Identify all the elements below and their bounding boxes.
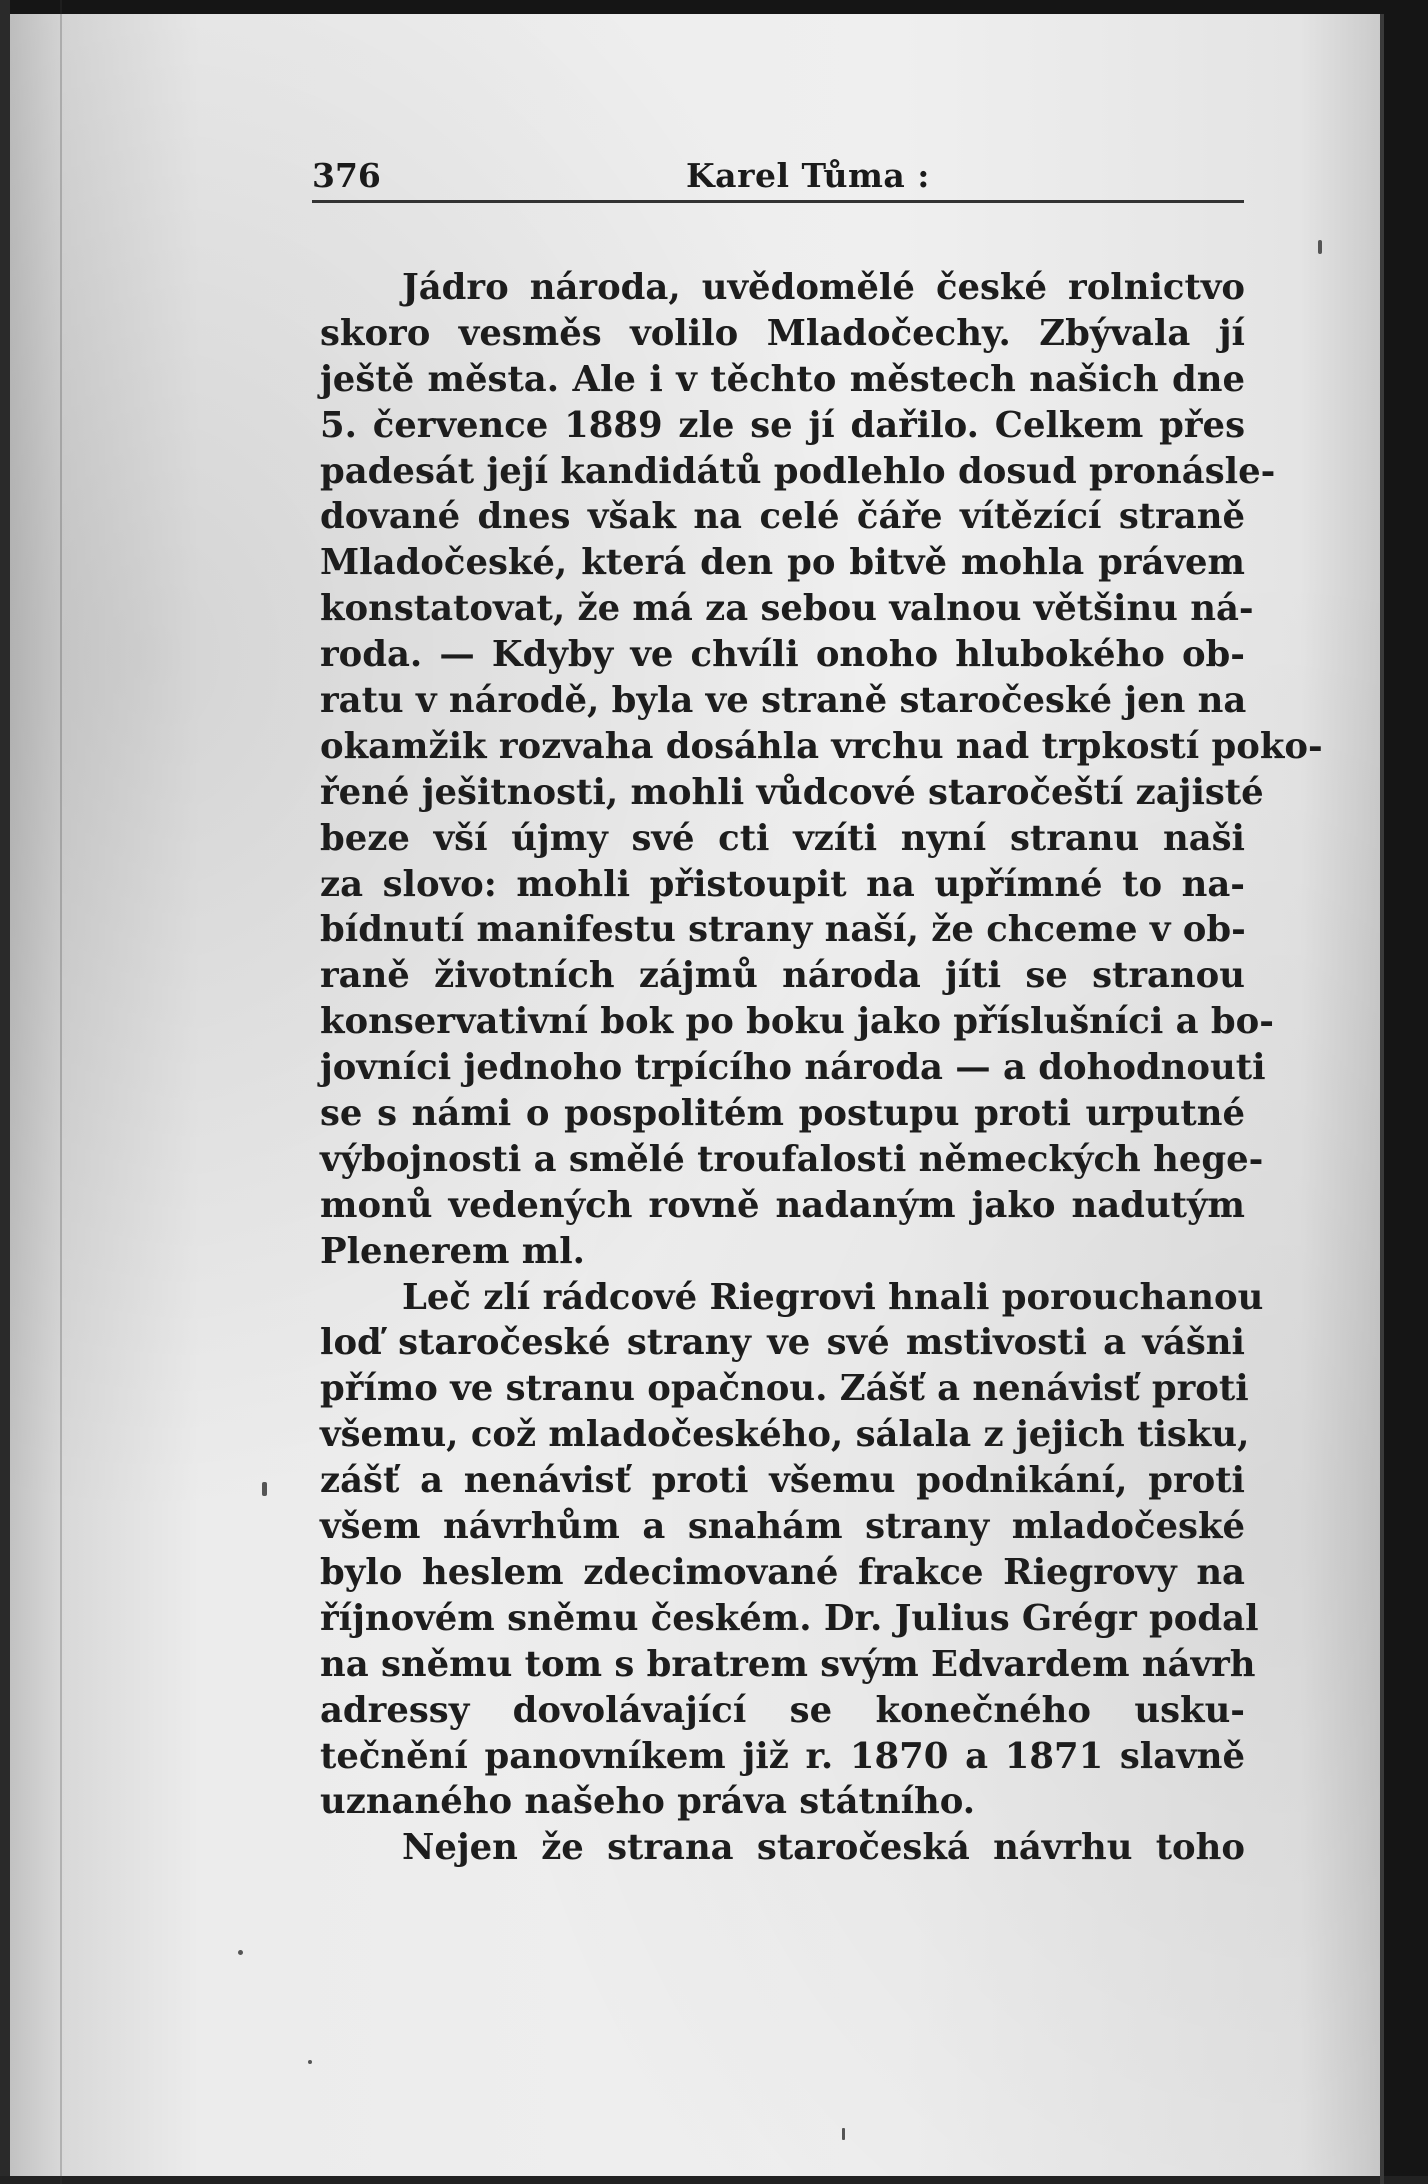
paragraph xyxy=(320,265,1323,1275)
text-line: adressy dovolávající se konečného usku- xyxy=(320,1689,1245,1731)
text-line: přímo ve stranu opačnou. Zášť a nenávisť proti xyxy=(320,1368,1249,1410)
scan-border-left xyxy=(0,0,10,2184)
paragraph xyxy=(320,1825,1245,1871)
scan-speck xyxy=(1318,240,1322,254)
text-line: říjnovém sněmu českém. Dr. Julius Grégr podal xyxy=(320,1597,1259,1639)
text-line: bylo heslem zdecimované frakce Riegrovy na xyxy=(320,1551,1245,1593)
scan-speck xyxy=(262,1482,267,1496)
text-line: Nejen že strana staročeská návrhu toho xyxy=(402,1827,1245,1869)
text-line: loď staročeské strany ve své mstivosti a vášni xyxy=(320,1322,1245,1364)
text-line: dované dnes však na celé čáře vítězící straně xyxy=(320,496,1245,538)
text-line: ratu v národě, byla ve straně staročeské jen na xyxy=(320,680,1247,722)
text-line: za slovo: mohli přistoupit na upřímné to na- xyxy=(320,863,1245,905)
text-line: všem návrhům a snahám strany mladočeské xyxy=(320,1506,1245,1548)
text-line: Jádro národa, uvědomělé české rolnictvo xyxy=(402,267,1245,308)
binding-fold xyxy=(60,0,62,2184)
text-line: všemu, což mladočeského, sálala z jejich tisku, xyxy=(320,1414,1250,1456)
text-line: 5. července 1889 zle se jí dařilo. Celkem přes xyxy=(320,404,1245,446)
running-header xyxy=(312,156,1244,202)
text-line: okamžik rozvaha dosáhla vrchu nad trpkostí poko- xyxy=(320,725,1323,767)
text-line: řené ješitnosti, mohli vůdcové staročeští zajisté xyxy=(320,771,1264,813)
text-line: zášť a nenávisť proti všemu podnikání, proti xyxy=(320,1460,1245,1502)
text-line: Leč zlí rádcové Riegrovi hnali porouchanou xyxy=(402,1276,1264,1318)
page-edge-rule xyxy=(1380,14,1384,2184)
text-line: konstatovat, že má za sebou valnou většinu ná- xyxy=(320,588,1254,630)
text-line: ještě města. Ale i v těchto městech našich dne xyxy=(320,358,1245,400)
scan-border-top xyxy=(0,0,1428,14)
text-line: se s námi o pospolitém postupu proti urputné xyxy=(320,1093,1245,1135)
text-line: monů vedených rovně nadaným jako nadutým xyxy=(320,1184,1245,1226)
text-line: na sněmu tom s bratrem svým Edvardem návrh xyxy=(320,1643,1256,1685)
scan-speck xyxy=(238,1950,243,1955)
text-line: roda. — Kdyby ve chvíli onoho hlubokého ob- xyxy=(320,634,1245,676)
page-number: 376 xyxy=(312,156,381,195)
text-line: bídnutí manifestu strany naší, že chceme v ob- xyxy=(320,909,1246,951)
scan-speck xyxy=(308,2060,312,2064)
text-line: Mladočeské, která den po bitvě mohla právem xyxy=(320,542,1245,584)
text-line: výbojnosti a smělé troufalosti německých hege- xyxy=(320,1138,1264,1180)
running-title: Karel Tůma : xyxy=(686,156,930,195)
text-line: konservativní bok po boku jako příslušníci a bo- xyxy=(320,1001,1274,1043)
body-text xyxy=(320,265,1323,1871)
text-line: padesát její kandidátů podlehlo dosud pronásle- xyxy=(320,450,1276,492)
paragraph xyxy=(320,1275,1264,1826)
text-line: jovníci jednoho trpícího národa — a dohodnouti xyxy=(320,1047,1266,1089)
scan-border-bottom xyxy=(0,2176,1428,2184)
header-rule xyxy=(312,200,1244,203)
text-line: raně životních zájmů národa jíti se stranou xyxy=(320,955,1245,997)
scan-speck xyxy=(842,2128,845,2140)
text-line: tečnění panovníkem již r. 1870 a 1871 slavně xyxy=(320,1735,1245,1777)
text-line: beze vší újmy své cti vzíti nyní stranu naši xyxy=(320,817,1245,859)
text-line: skoro vesměs volilo Mladočechy. Zbývala jí xyxy=(320,312,1245,354)
text-line: Plenerem ml. xyxy=(320,1230,585,1272)
scan-border-right xyxy=(1384,0,1428,2184)
text-line: uznaného našeho práva státního. xyxy=(320,1781,976,1823)
